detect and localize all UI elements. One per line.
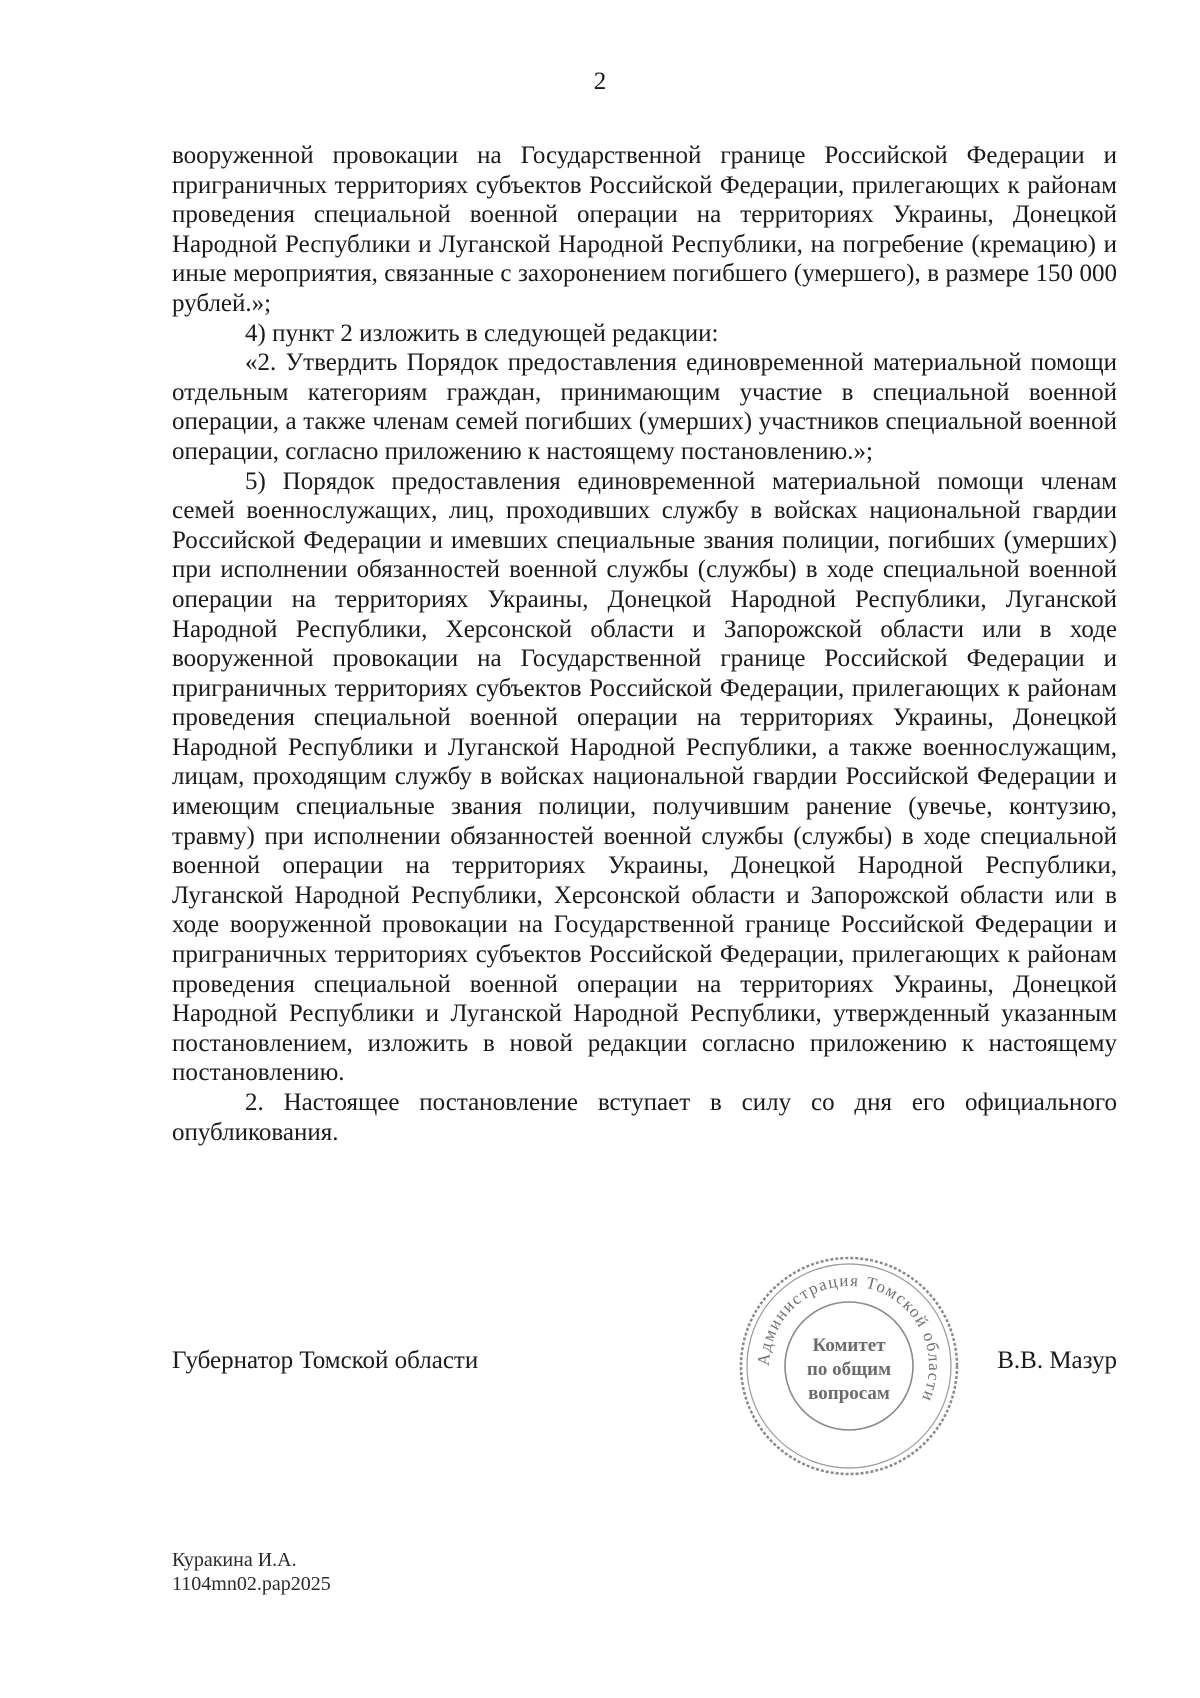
signer-position: Губернатор Томской области [172, 1347, 479, 1374]
page-number: 2 [593, 68, 607, 95]
paragraph-2: 4) пункт 2 изложить в следующей редакции: [245, 319, 719, 347]
signer-name: В.В. Мазур [997, 1347, 1117, 1374]
paragraph-1: вооруженной провокации на Государственной границе Российской Федерации и приграничных территориях субъектов Российской Федерации, прилегающих к районам проведения специальной военной операции на территориях Украины, Донецкой Народной Республики и Луганской Народной Республики, на погребение (кремацию) и иные мероприятия, связанные с захоронением погибшего (умершего), в размере 150 000 рублей.»; [172, 142, 1117, 317]
executor-name: Куракина И.А. [172, 1549, 297, 1571]
seal-line-3: вопросам [808, 1383, 890, 1404]
official-seal [735, 1252, 963, 1480]
paragraph-3: «2. Утвердить Порядок предоставления единовременной материальной помощи отдельным категориям граждан, принимающим участие в специальной военной операции, а также членам семей погибших (умерших) участников специальной военной операции, согласно приложению к настоящему постановлению.»; [172, 349, 1117, 465]
footer-block [172, 1548, 331, 1596]
file-code: 1104mn02.pap2025 [172, 1573, 331, 1595]
seal-line-2: по общим [806, 1359, 892, 1380]
document-body [172, 141, 1117, 1147]
paragraph-5: 2. Настоящее постановление вступает в силу со дня его официального опубликования. [172, 1089, 1117, 1146]
seal-line-1: Комитет [812, 1335, 886, 1356]
paragraph-4: 5) Порядок предоставления единовременной материальной помощи членам семей военнослужащих, лиц, проходивших службу в войсках национальной гвардии Российской Федерации и имевших специальные звания полиции, погибших (умерших) при исполнении обязанностей военной службы (службы) в ходе специальной военной операции на территориях Украины, Донецкой Народной Республики, Луганской Народной Республики, Херсонской области и Запорожской области или в ходе вооруженной провокации на Государственной границе Российской Федерации и приграничных территориях субъектов Российской Федерации, прилегающих к районам проведения специальной военной операции на территориях Украины, Донецкой Народной Республики и Луганской Народной Республики, а также военнослужащим, лицам, проходящим службу в войсках национальной гвардии Российской Федерации и имеющим специальные звания полиции, получившим ранение (увечье, контузию, травму) при исполнении обязанностей военной службы (службы) в ходе специальной военной операции на территориях Украины, Донецкой Народной Республики, Луганской Народной Республики, Херсонской области и Запорожской области или в ходе вооруженной провокации на Государственной границе Российской Федерации и приграничных территориях субъектов Российской Федерации, прилегающих к районам проведения специальной военной операции на территориях Украины, Донецкой Народной Республики и Луганской Народной Республики, утвержденный указанным постановлением, изложить в новой редакции согласно приложению к настоящему постановлению. [172, 467, 1117, 1087]
signature-block [172, 1347, 1117, 1381]
seal-ring-text: Администрация Томской области [753, 1270, 945, 1406]
